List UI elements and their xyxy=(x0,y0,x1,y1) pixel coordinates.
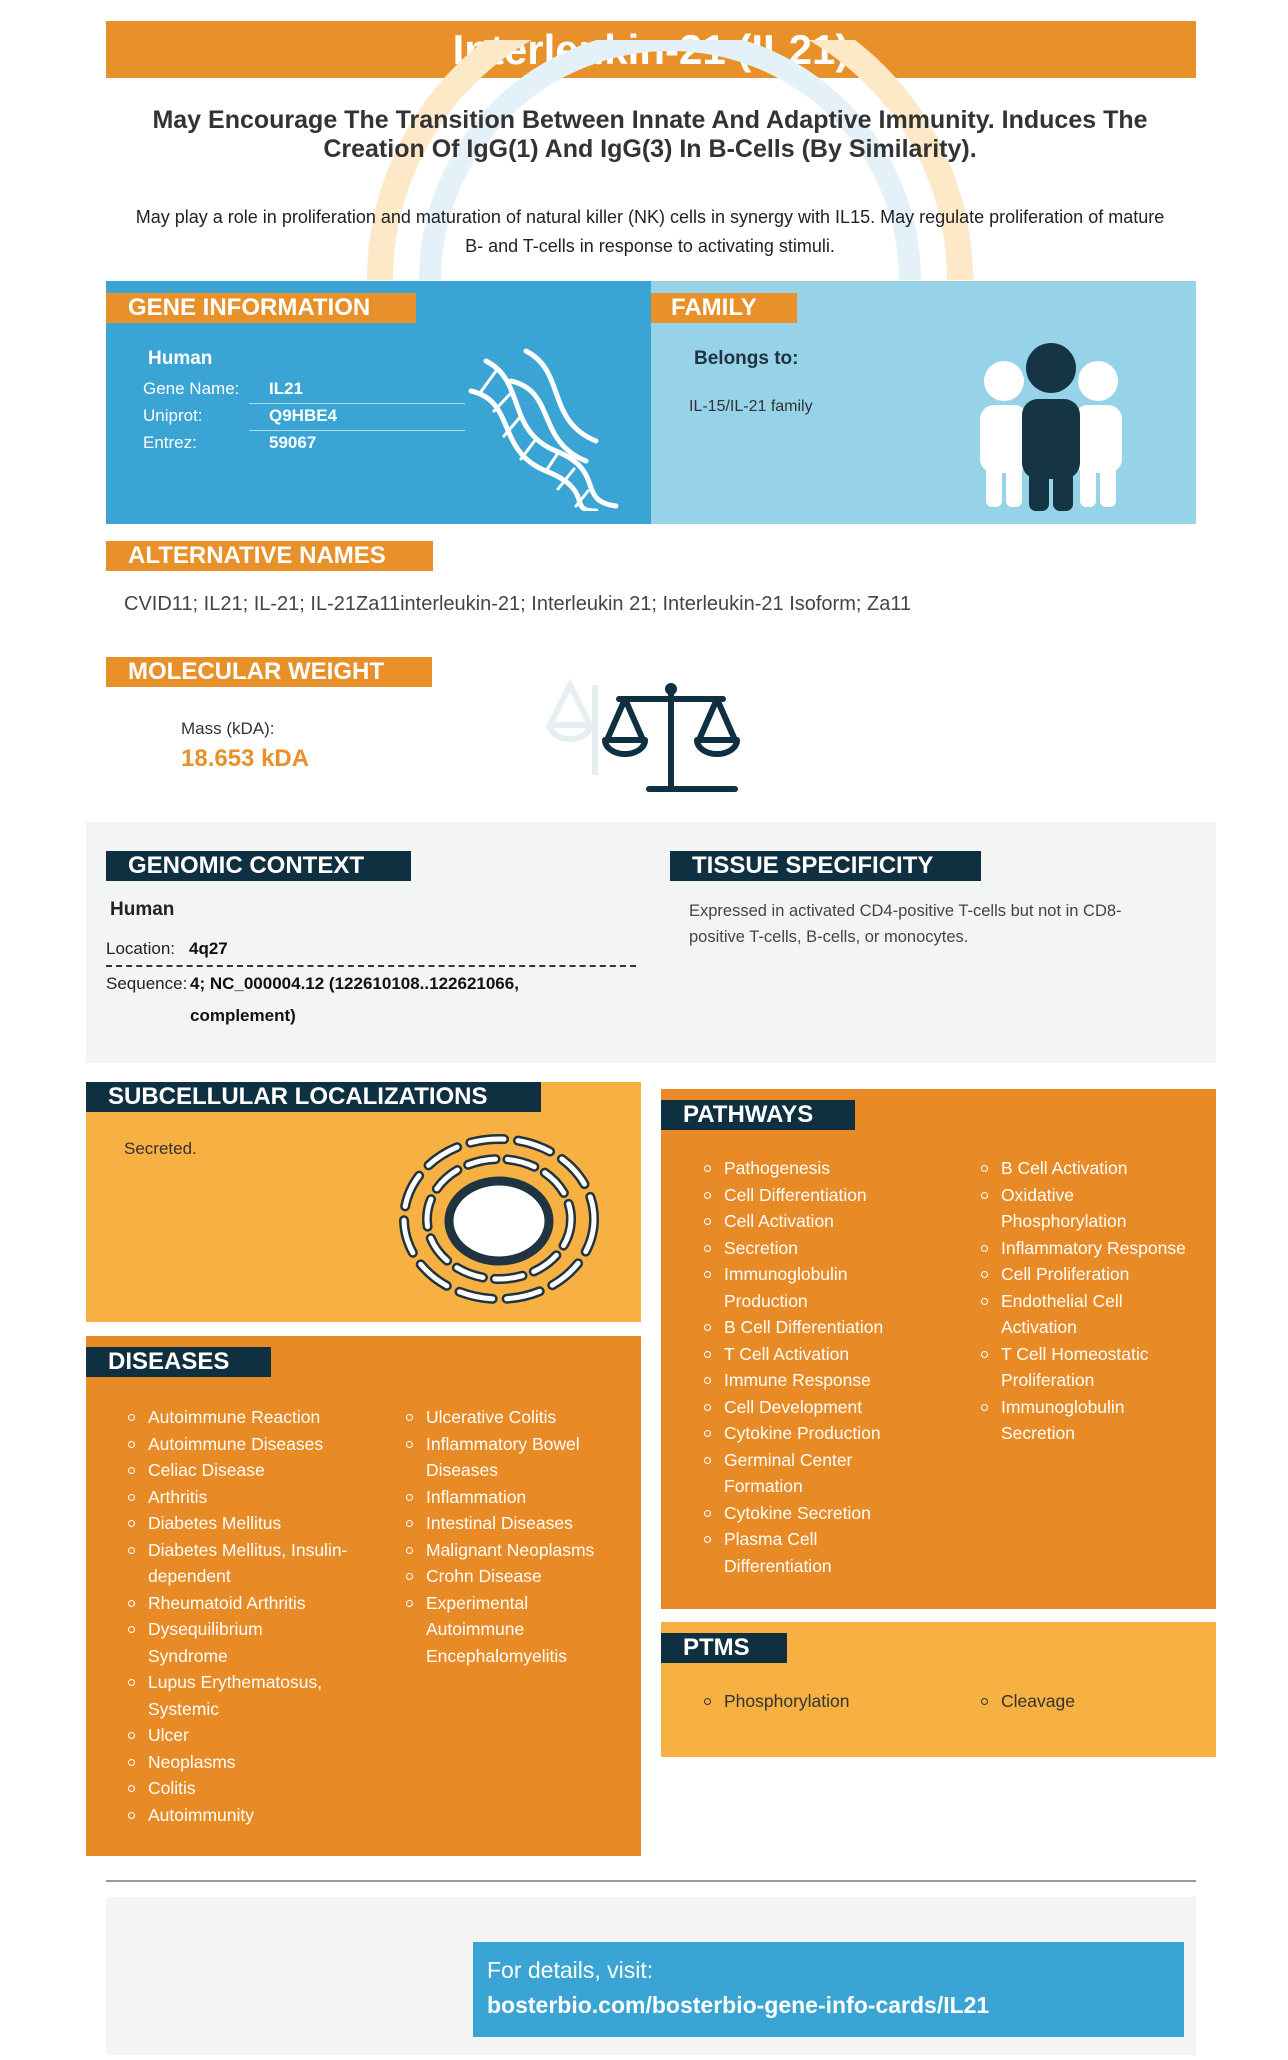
pathways-list-2 xyxy=(979,1155,1199,1447)
uniprot-label: Uniprot: xyxy=(143,406,203,425)
list-item: Cell Development xyxy=(702,1394,922,1421)
list-item: Diabetes Mellitus, Insulin-dependent xyxy=(126,1537,366,1590)
list-item: Autoimmune Reaction xyxy=(126,1404,366,1431)
diseases-label: DISEASES xyxy=(86,1347,271,1377)
genomic-species: Human xyxy=(110,899,175,920)
list-item: Intestinal Diseases xyxy=(404,1510,604,1537)
gene-species: Human xyxy=(148,348,213,369)
location-value: 4q27 xyxy=(189,939,228,958)
ptms-list-1 xyxy=(702,1688,922,1715)
list-item: Phosphorylation xyxy=(702,1688,922,1715)
gene-name-label: Gene Name: xyxy=(143,379,240,398)
details-intro: For details, visit: xyxy=(487,1957,654,1983)
list-item: Endothelial Cell Activation xyxy=(979,1288,1139,1341)
family-heading: Belongs to: xyxy=(694,348,799,369)
list-item: Immunoglobulin Secretion xyxy=(979,1394,1149,1447)
list-item: Plasma Cell Differentiation xyxy=(702,1526,877,1579)
tagline: May Encourage The Transition Between Innate And Adaptive Immunity. Induces The Creation Of IgG(1) And IgG(3) In B-Cells (By Similarity). xyxy=(152,106,1148,163)
tissue-specificity-label: TISSUE SPECIFICITY xyxy=(670,851,981,881)
list-item: Inflammatory Response xyxy=(979,1235,1199,1262)
list-item: B Cell Activation xyxy=(979,1155,1199,1182)
pathways-panel xyxy=(661,1089,1216,1609)
list-item: Neoplasms xyxy=(126,1749,366,1776)
divider xyxy=(106,1880,1196,1882)
sequence-label: Sequence: xyxy=(106,974,188,993)
list-item: Cell Proliferation xyxy=(979,1261,1199,1288)
gene-information-label: GENE INFORMATION xyxy=(106,293,416,323)
sequence-value-continued: complement) xyxy=(190,1006,296,1025)
list-item: Ulcerative Colitis xyxy=(404,1404,604,1431)
list-item: Cytokine Secretion xyxy=(702,1500,922,1527)
list-item: Colitis xyxy=(126,1775,366,1802)
pathways-label: PATHWAYS xyxy=(661,1100,855,1130)
list-item: Arthritis xyxy=(126,1484,366,1511)
list-item: Ulcer xyxy=(126,1722,366,1749)
tissue-specificity-line-2: positive T-cells, B-cells, or monocytes. xyxy=(689,928,969,946)
details-link-box[interactable] xyxy=(473,1942,1184,2037)
gene-name-value: IL21 xyxy=(269,379,304,398)
list-item: Crohn Disease xyxy=(404,1563,604,1590)
list-item: T Cell Activation xyxy=(702,1341,922,1368)
list-item: Diabetes Mellitus xyxy=(126,1510,366,1537)
subcellular-value: Secreted. xyxy=(124,1139,197,1158)
entrez-label: Entrez: xyxy=(143,433,197,452)
list-item: Cell Activation xyxy=(702,1208,922,1235)
divider xyxy=(249,403,465,404)
divider xyxy=(106,965,636,967)
list-item: Autoimmune Diseases xyxy=(126,1431,366,1458)
uniprot-value: Q9HBE4 xyxy=(269,406,338,425)
family-value: IL-15/IL-21 family xyxy=(689,398,813,415)
list-item: B Cell Differentiation xyxy=(702,1314,922,1341)
list-item: Oxidative Phosphorylation xyxy=(979,1182,1139,1235)
ptms-list-2 xyxy=(979,1688,1199,1715)
description: May play a role in proliferation and maturation of natural killer (NK) cells in synergy with IL15. May regulate proliferation of mature B- and T-cells in response to activating stimuli. xyxy=(135,207,1165,256)
list-item: Cytokine Production xyxy=(702,1420,922,1447)
gene-information-panel xyxy=(106,281,651,524)
list-item: Immunoglobulin Production xyxy=(702,1261,877,1314)
family-label: FAMILY xyxy=(651,293,797,323)
tissue-specificity-line-1: Expressed in activated CD4-positive T-cells but not in CD8- xyxy=(689,902,1122,920)
ptms-label: PTMS xyxy=(661,1633,787,1663)
people-icon xyxy=(976,341,1126,511)
cell-icon xyxy=(394,1124,604,1314)
subcellular-panel xyxy=(86,1082,641,1322)
mass-value: 18.653 kDA xyxy=(181,745,310,772)
list-item: Secretion xyxy=(702,1235,922,1262)
dna-icon xyxy=(466,341,626,511)
location-label: Location: xyxy=(106,939,175,958)
list-item: Dysequilibrium Syndrome xyxy=(126,1616,301,1669)
scale-icon xyxy=(545,665,775,805)
ptms-panel xyxy=(661,1622,1216,1757)
diseases-panel xyxy=(86,1336,641,1856)
list-item: Malignant Neoplasms xyxy=(404,1537,604,1564)
list-item: Cell Differentiation xyxy=(702,1182,922,1209)
list-item: Autoimmunity xyxy=(126,1802,366,1829)
list-item: T Cell Homeostatic Proliferation xyxy=(979,1341,1159,1394)
page-title: Interleukin-21 (IL21) xyxy=(452,26,850,73)
list-item: Immune Response xyxy=(702,1367,922,1394)
molecular-weight-label: MOLECULAR WEIGHT xyxy=(106,657,432,687)
list-item: Pathogenesis xyxy=(702,1155,922,1182)
divider xyxy=(249,430,465,431)
genomic-tissue-panel xyxy=(86,822,1216,1063)
genomic-context-label: GENOMIC CONTEXT xyxy=(106,851,411,881)
mass-label: Mass (kDA): xyxy=(181,719,275,738)
diseases-list-2 xyxy=(404,1404,604,1669)
list-item: Celiac Disease xyxy=(126,1457,366,1484)
list-item: Experimental Autoimmune Encephalomyelitis xyxy=(404,1590,584,1670)
pathways-list-1 xyxy=(702,1155,922,1579)
subcellular-label: SUBCELLULAR LOCALIZATIONS xyxy=(86,1082,541,1112)
list-item: Cleavage xyxy=(979,1688,1199,1715)
entrez-value: 59067 xyxy=(269,433,317,452)
list-item: Germinal Center Formation xyxy=(702,1447,877,1500)
list-item: Lupus Erythematosus, Systemic xyxy=(126,1669,366,1722)
diseases-list-1 xyxy=(126,1404,366,1828)
list-item: Inflammatory Bowel Diseases xyxy=(404,1431,604,1484)
family-panel xyxy=(651,281,1196,524)
sequence-value: 4; NC_000004.12 (122610108..122621066, xyxy=(190,974,519,993)
list-item: Inflammation xyxy=(404,1484,604,1511)
alternative-names-value: CVID11; IL21; IL-21; IL-21Za11interleukin-21; Interleukin 21; Interleukin-21 Isoform; Za11 xyxy=(124,593,912,615)
list-item: Rheumatoid Arthritis xyxy=(126,1590,366,1617)
alternative-names-label: ALTERNATIVE NAMES xyxy=(106,541,433,571)
details-link[interactable]: bosterbio.com/bosterbio-gene-info-cards/IL21 xyxy=(487,1992,990,2018)
